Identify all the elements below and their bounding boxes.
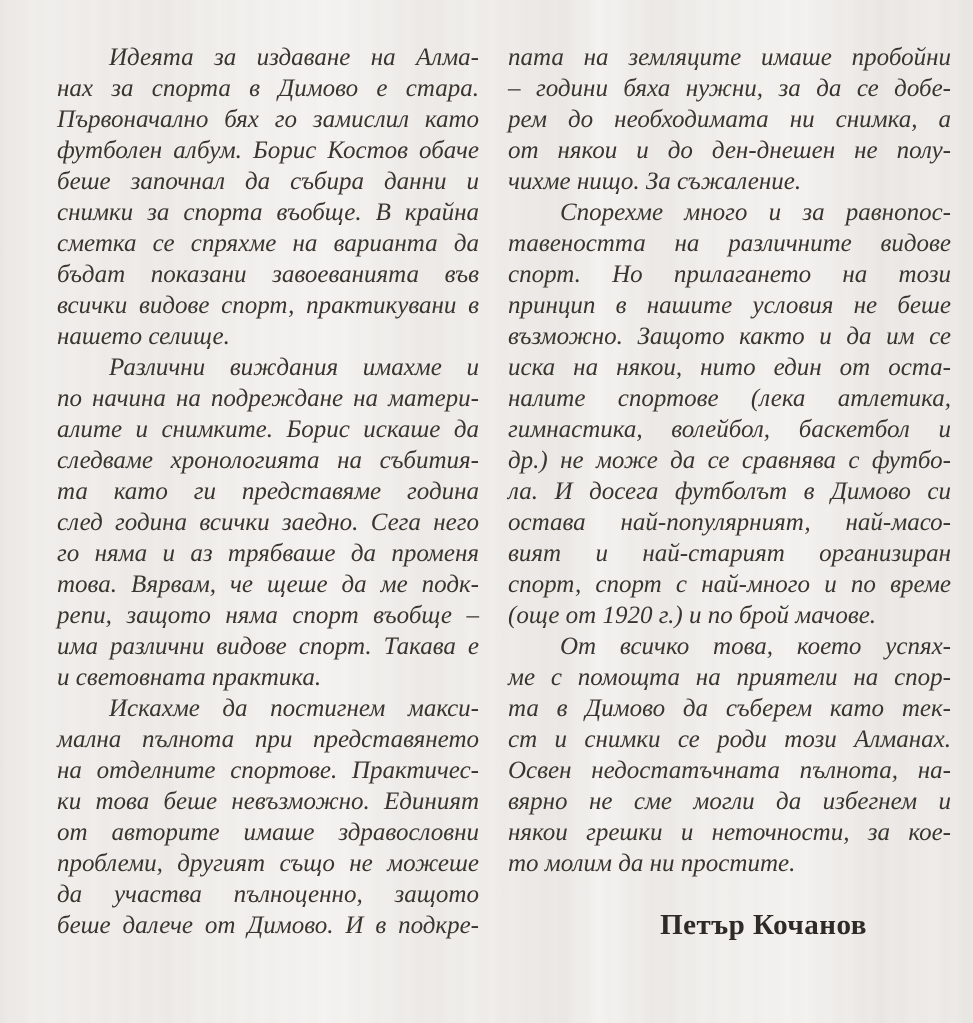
paragraph [57,693,479,941]
text-line: то молим да ни простите. [508,850,796,877]
text-line: чихме нищо. За съжаление. [508,168,802,195]
text-line: спорт. Но прилагането на този [508,261,951,288]
text-line: нашето селище. [57,323,230,350]
paragraph [508,42,951,197]
text-line: ст и снимки се роди този Алманах. [508,726,951,753]
text-line: спорт, спорт с най-много и по време [508,571,951,598]
text-line: бъдат показани завоеванията във [57,261,479,288]
text-line: иска на някои, нито един от оста- [508,354,951,381]
text-line: алите и снимките. Борис искаше да [57,416,479,443]
text-line: Искахме да постигнем макси- [109,695,479,722]
text-line: мална пълнота при представянето [57,726,479,753]
text-line: футболен албум. Борис Костов обаче [57,137,479,164]
text-line: Различни виждания имахме и [109,354,479,381]
text-line: има различни видове спорт. Такава е [57,633,479,660]
text-line: принцип в нашите условия не беше [508,292,951,319]
text-line: Първоначално бях го замислил като [57,106,479,133]
paragraph [508,197,951,631]
text-line: От всичко това, което успях- [560,633,951,660]
text-line: сметка се спряхме на варианта да [57,230,479,257]
text-line: др.) не може да се сравнява с футбо- [508,447,951,474]
text-line: след година всички заедно. Сега него [57,509,479,536]
text-line: възможно. Защото както и да им се [508,323,951,350]
text-line: проблеми, другият също не можеше [57,850,479,877]
text-line: – години бяха нужни, за да се добе- [508,75,951,102]
text-column-right [508,42,951,941]
text-line: всички видове спорт, практикувани в [57,292,479,319]
paragraph [508,631,951,879]
text-line: ме с помощта на приятели на спор- [508,664,951,691]
text-line: и световната практика. [57,664,322,691]
author-signature: Петър Кочанов [660,909,867,941]
text-line: Спорехме много и за равнопос- [560,199,951,226]
text-line: да участва пълноценно, защото [57,881,479,908]
text-line: следваме хронологията на събития- [57,447,479,474]
text-line: го няма и аз трябваше да променя [57,540,479,567]
text-line: рем до необходимата ни снимка, а [508,106,951,133]
text-line: от някои и до ден-днешен не полу- [508,137,951,164]
text-line: та в Димово да съберем като тек- [508,695,951,722]
text-line: по начина на подреждане на матери- [57,385,479,412]
text-line: това. Вярвам, че щеше да ме подк- [57,571,479,598]
text-column-left [57,42,479,941]
text-line: снимки за спорта въобще. В крайна [57,199,479,226]
text-line: тавеността на различните видове [508,230,951,257]
text-line: на отделните спортове. Практичес- [57,757,479,784]
text-line: ки това беше невъзможно. Единият [57,788,479,815]
text-line: беше започнал да събира данни и [57,168,479,195]
text-line: остава най-популярният, най-масо- [508,509,951,536]
text-line: налите спортове (лека атлетика, [508,385,951,412]
text-line: (още от 1920 г.) и по брой мачове. [508,602,877,629]
text-line: та като ги представяме година [57,478,479,505]
paragraph [57,42,479,352]
text-line: някои грешки и неточности, за кое- [508,819,951,846]
text-line: вярно не сме могли да избегнем и [508,788,951,815]
text-line: нах за спорта в Димово е стара. [57,75,479,102]
text-line: гимнастика, волейбол, баскетбол и [508,416,951,443]
text-line: репи, защото няма спорт въобще – [57,602,479,629]
text-line: Идеята за издаване на Алма- [109,44,479,71]
text-line: от авторите имаше здравословни [57,819,479,846]
paragraph [57,352,479,693]
text-line: беше далече от Димово. И в подкре- [57,912,479,939]
text-line: вият и най-старият организиран [508,540,951,567]
text-line: пата на земляците имаше пробойни [508,44,951,71]
text-line: ла. И досега футболът в Димово си [508,478,951,505]
text-line: Освен недостатъчната пълнота, на- [508,757,951,784]
